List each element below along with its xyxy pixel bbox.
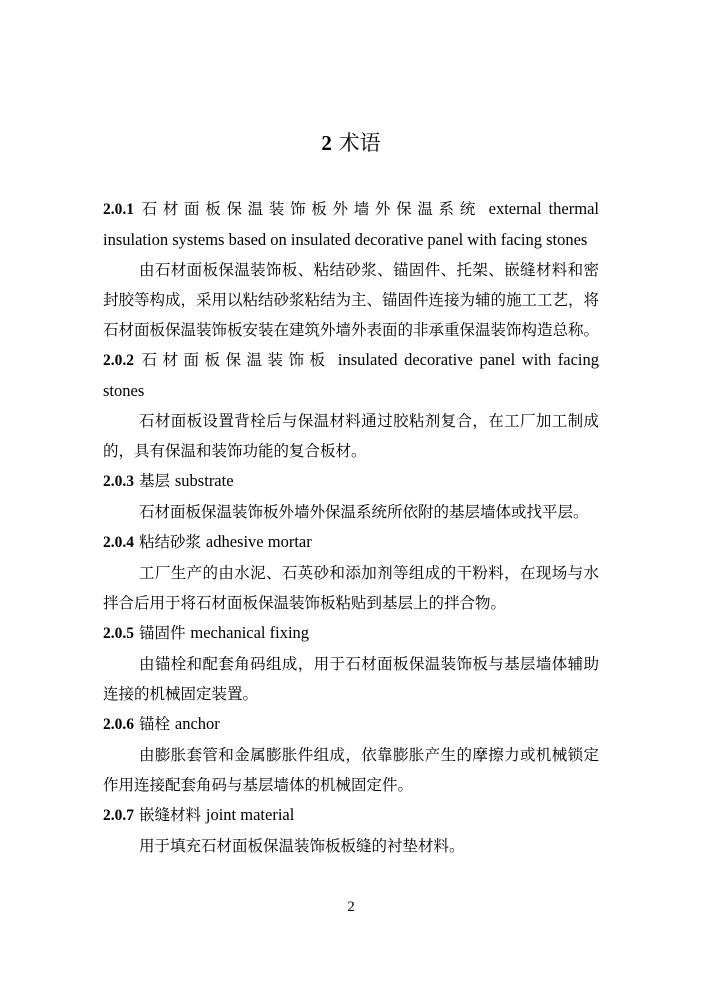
term-english: joint material xyxy=(205,805,295,824)
term-definition: 由膨胀套管和金属膨胀件组成，依靠膨胀产生的摩擦力或机械锁定作用连接配套角码与基层墙体的机械固定件。 xyxy=(103,746,599,794)
term-english: substrate xyxy=(174,471,234,490)
term-2-0-3 xyxy=(103,466,599,497)
chapter-title: 术语 xyxy=(338,131,381,155)
term-code: 2.0.5 xyxy=(103,625,134,642)
chapter-heading xyxy=(0,128,702,158)
term-2-0-4 xyxy=(103,527,599,558)
term-chinese: 锚固件 xyxy=(138,624,186,642)
term-2-0-7 xyxy=(103,800,599,831)
term-definition: 由锚栓和配套角码组成，用于石材面板保温装饰板与基层墙体辅助连接的机械固定装置。 xyxy=(103,655,599,703)
term-definition: 石材面板保温装饰板外墙外保温系统所依附的基层墙体或找平层。 xyxy=(139,503,589,521)
term-english: external thermal insulation systems based on insulated decorative panel with facing stones xyxy=(103,199,599,249)
term-english: anchor xyxy=(174,714,220,733)
term-code: 2.0.1 xyxy=(103,201,134,218)
term-2-0-2 xyxy=(103,345,599,406)
terms-list xyxy=(103,194,599,861)
term-definition: 用于填充石材面板保温装饰板板缝的衬垫材料。 xyxy=(139,837,465,855)
term-chinese: 基层 xyxy=(138,472,170,490)
term-chinese: 嵌缝材料 xyxy=(138,806,201,824)
page-number: 2 xyxy=(347,899,355,915)
term-english: insulated decorative panel with facing stones xyxy=(103,350,599,400)
term-definition: 石材面板设置背栓后与保温材料通过胶粘剂复合，在工厂加工制成的，具有保温和装饰功能的复合板材。 xyxy=(103,412,599,460)
term-code: 2.0.4 xyxy=(103,534,134,551)
term-chinese: 石材面板保温装饰板 xyxy=(141,351,331,369)
term-definition: 由石材面板保温装饰板、粘结砂浆、锚固件、托架、嵌缝材料和密封胶等构成，采用以粘结砂浆粘结为主、锚固件连接为辅的施工工艺，将石材面板保温装饰板安装在建筑外墙外表面的非承重保温装饰构造总称。 xyxy=(103,261,600,339)
term-english: adhesive mortar xyxy=(205,532,312,551)
term-2-0-5 xyxy=(103,618,599,649)
term-code: 2.0.6 xyxy=(103,716,134,733)
chapter-number: 2 xyxy=(321,131,332,155)
term-english: mechanical fixing xyxy=(190,623,310,642)
term-chinese: 锚栓 xyxy=(138,715,170,733)
term-code: 2.0.2 xyxy=(103,352,134,369)
term-2-0-6 xyxy=(103,709,599,740)
term-2-0-1 xyxy=(103,194,599,255)
term-chinese: 石材面板保温装饰板外墙外保温系统 xyxy=(141,200,481,218)
term-chinese: 粘结砂浆 xyxy=(138,533,201,551)
term-code: 2.0.3 xyxy=(103,473,134,490)
term-code: 2.0.7 xyxy=(103,807,134,824)
term-definition: 工厂生产的由水泥、石英砂和添加剂等组成的干粉料，在现场与水拌合后用于将石材面板保温装饰板粘贴到基层上的拌合物。 xyxy=(103,564,599,612)
